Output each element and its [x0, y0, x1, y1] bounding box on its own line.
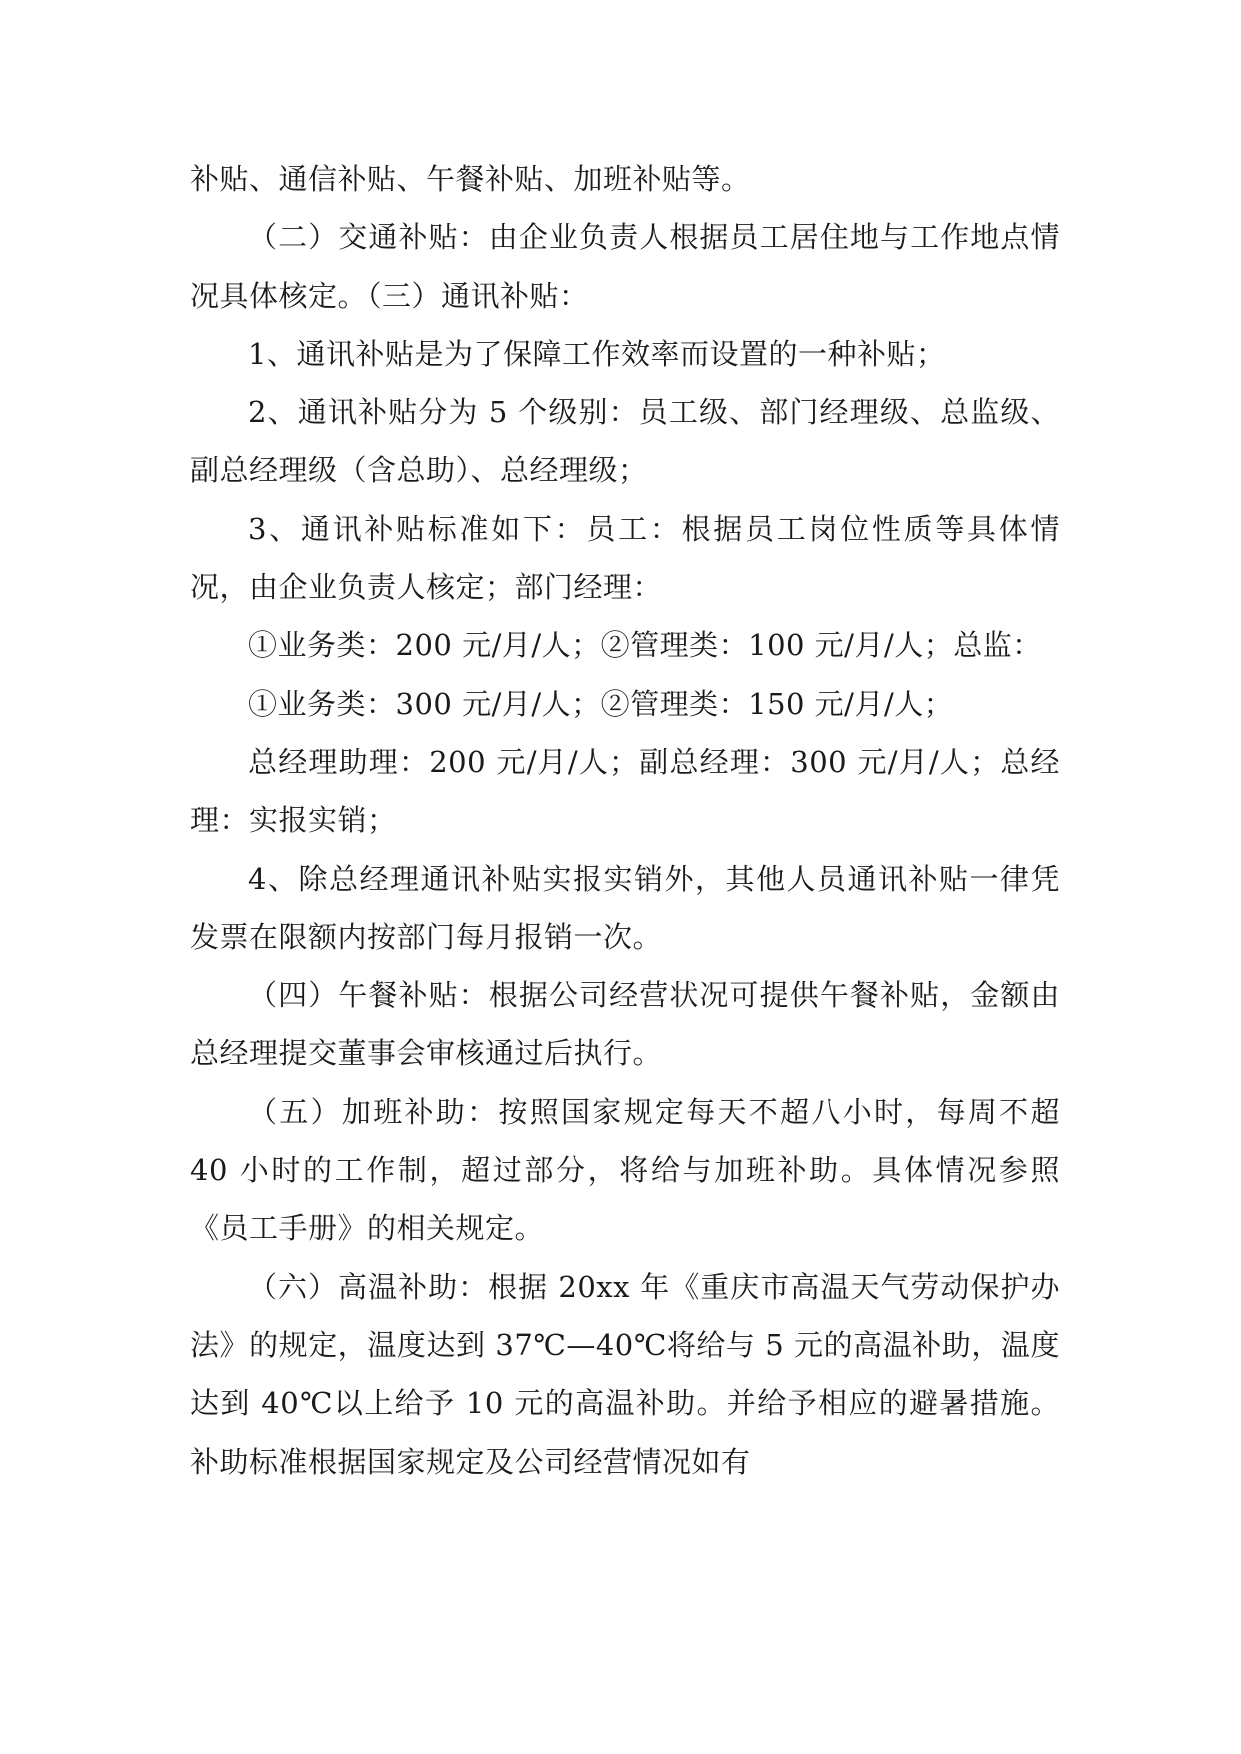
paragraph-6: ①业务类：200 元/月/人；②管理类：100 元/月/人；总监：	[248, 628, 1042, 663]
paragraph-2: （二）交通补贴：由企业负责人根据员工居住地与工作地点情况具体核定。（三）通讯补贴：	[190, 220, 1060, 313]
paragraph-5: 3、通讯补贴标准如下：员工：根据员工岗位性质等具体情况，由企业负责人核定；部门经理：	[190, 511, 1060, 605]
paragraph-9: 4、除总经理通讯补贴实报实销外，其他人员通讯补贴一律凭发票在限额内按部门每月报销一次。	[190, 861, 1060, 954]
paragraph-11: （五）加班补助：按照国家规定每天不超八小时，每周不超 40 小时的工作制，超过部分，将给与加班补助。具体情况参照《员工手册》的相关规定。	[190, 1094, 1060, 1246]
paragraph-8: 总经理助理：200 元/月/人；副总经理：300 元/月/人；总经理：实报实销；	[190, 744, 1060, 838]
paragraph-1: 补贴、通信补贴、午餐补贴、加班补贴等。	[190, 162, 751, 196]
paragraph-7: ①业务类：300 元/月/人；②管理类：150 元/月/人；	[248, 686, 954, 721]
paragraph-12: （六）高温补助：根据 20xx 年《重庆市高温天气劳动保护办法》的规定，温度达到 37℃—40℃将给与 5 元的高温补助，温度达到 40℃以上给予 10 元的高温补助。并给予相应的避暑措施。补助标准根据国家规定及公司经营情况如有	[190, 1269, 1060, 1479]
paragraph-10: （四）午餐补贴：根据公司经营状况可提供午餐补贴，金额由总经理提交董事会审核通过后执行。	[190, 978, 1060, 1071]
paragraph-4: 2、通讯补贴分为 5 个级别：员工级、部门经理级、总监级、副总经理级（含总助）、总经理级；	[190, 395, 1060, 488]
document-body	[190, 150, 1060, 1491]
paragraph-3: 1、通讯补贴是为了保障工作效率而设置的一种补贴；	[248, 336, 946, 371]
